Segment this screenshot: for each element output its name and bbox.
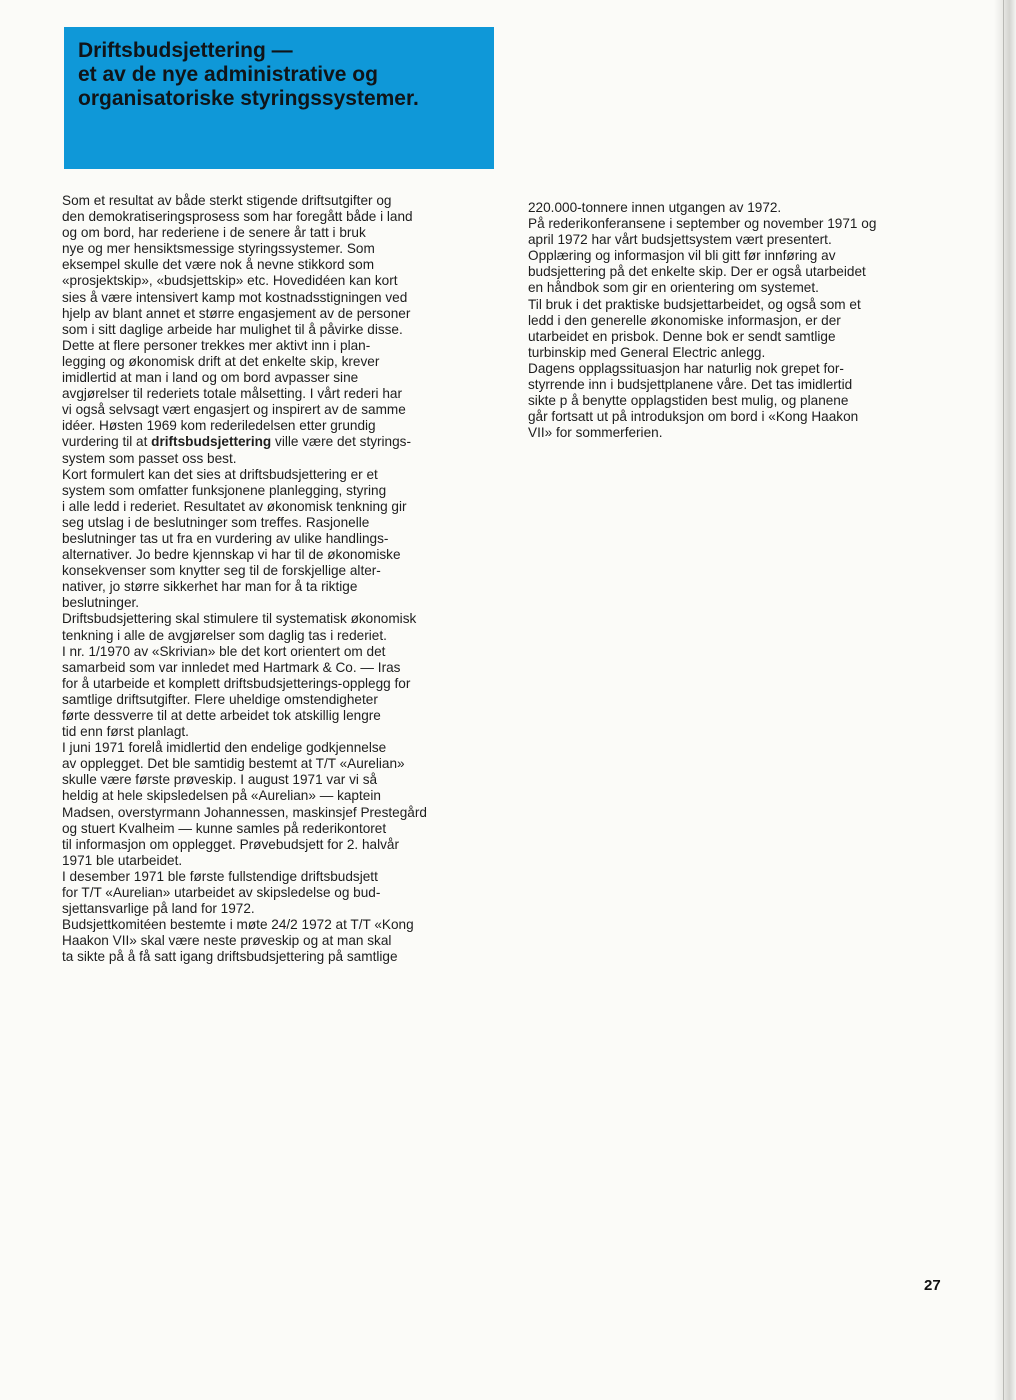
text-line: førte dessverre til at dette arbeidet tok atskillig lengre: [62, 708, 381, 723]
text-line: nye og mer hensiktsmessige styringssystemer. Som: [62, 241, 375, 257]
text-line: I nr. 1/1970 av «Skrivian» ble det kort orientert om det: [62, 643, 386, 659]
text-line: den demokratiseringsprosess som har foregått både i land: [62, 209, 413, 225]
text-line: og om bord, har rederiene i de senere år tatt i bruk: [62, 225, 366, 241]
text-line: Driftsbudsjettering skal stimulere til systematisk økonomisk: [62, 611, 417, 627]
text-line: april 1972 har vårt budsjettsystem vært presentert.: [528, 232, 832, 248]
page-edge: [1003, 0, 1004, 1400]
text-line: Opplæring og informasjon vil bli gitt før innføring av: [528, 248, 836, 264]
bold-term: driftsbudsjettering: [151, 434, 272, 450]
text-line: Haakon VII» skal være neste prøveskip og at man skal: [62, 933, 392, 949]
text-line: av opplegget. Det ble samtidig bestemt at T/T «Aurelian»: [62, 756, 405, 772]
text-line: «prosjektskip», «budsjettskip» etc. Hovedidéen kan kort: [62, 273, 398, 289]
text-line: for å utarbeide et komplett driftsbudsjetterings-opplegg for: [62, 675, 411, 691]
text-segment: ville være det styrings-: [271, 434, 412, 450]
page-binding-shadow: [994, 0, 1016, 1400]
text-line: I juni 1971 forelå imidlertid den endelige godkjennelse: [62, 740, 387, 756]
text-line: Dagens opplagssituasjon har naturlig nok grepet for-: [528, 360, 844, 376]
text-line: samarbeid som var innledet med Hartmark & Co. — Iras: [62, 659, 401, 675]
text-line: sjettansvarlige på land for 1972.: [62, 901, 255, 917]
text-line: 220.000-tonnere innen utgangen av 1972.: [528, 200, 782, 215]
text-line: ledd i den generelle økonomiske informasjon, er der: [528, 312, 841, 328]
text-line: budsjettering på det enkelte skip. Der er også utarbeidet: [528, 264, 866, 280]
text-line: turbinskip med General Electric anlegg.: [528, 344, 766, 360]
text-line: hjelp av blant annet et større engasjement av de personer: [62, 305, 411, 321]
text-line: avgjørelser til rederiets totale målsetting. I vårt rederi har: [62, 386, 402, 402]
text-line: tid enn først planlagt.: [62, 724, 189, 740]
text-line: til informasjon om opplegget. Prøvebudsjett for 2. halvår: [62, 836, 399, 852]
right-text-column: [528, 200, 948, 441]
text-line: sies å være intensivert kamp mot kostnadsstigningen ved: [62, 289, 408, 305]
text-line: for T/T «Aurelian» utarbeidet av skipsledelse og bud-: [62, 885, 381, 901]
text-line: tenkning i alle de avgjørelser som daglig tas i rederiet.: [62, 627, 387, 643]
title-line: Driftsbudsjettering —: [78, 39, 293, 62]
text-line: Dette at flere personer trekkes mer aktivt inn i plan-: [62, 337, 371, 353]
text-line: legging og økonomisk drift at det enkelte skip, krever: [62, 353, 380, 369]
text-line: i alle ledd i rederiet. Resultatet av økonomisk tenkning gir: [62, 498, 407, 514]
text-line: sikte p å benytte opplagstiden best mulig, og planene: [528, 393, 849, 409]
text-line: går fortsatt ut på introduksjon om bord i «Kong Haakon: [528, 409, 859, 425]
title-line: et av de nye administrative og: [78, 63, 378, 86]
text-line: Madsen, overstyrmann Johannessen, maskinsjef Prestegård: [62, 804, 427, 820]
text-line: styrrende inn i budsjettplanene våre. Det tas imidlertid: [528, 377, 853, 393]
text-line: eksempel skulle det være nok å nevne stikkord som: [62, 257, 375, 273]
text-line: system som passet oss best.: [62, 450, 237, 466]
text-line: system som omfatter funksjonene planlegging, styring: [62, 482, 387, 498]
text-line: På rederikonferansene i september og november 1971 og: [528, 216, 877, 232]
text-line: utarbeidet en prisbok. Denne bok er sendt samtlige: [528, 328, 836, 344]
text-line: beslutninger tas ut fra en vurdering av ulike handlings-: [62, 530, 389, 546]
text-line: imidlertid at man i land og om bord avpasser sine: [62, 370, 359, 386]
title-line: organisatoriske styringssystemer.: [78, 87, 419, 110]
text-line: Budsjettkomitéen bestemte i møte 24/2 1972 at T/T «Kong: [62, 917, 414, 933]
text-line: VII» for sommerferien.: [528, 425, 663, 441]
left-text-column: [62, 193, 497, 966]
text-line: idéer. Høsten 1969 kom rederiledelsen etter grundig: [62, 418, 376, 434]
text-line: alternativer. Jo bedre kjennskap vi har til de økonomiske: [62, 547, 401, 563]
text-line: vi også selvsagt vært engasjert og inspirert av de samme: [62, 402, 406, 418]
text-line: Til bruk i det praktiske budsjettarbeidet, og også som et: [528, 296, 861, 312]
text-line: Kort formulert kan det sies at driftsbudsjettering er et: [62, 466, 378, 482]
text-line: og stuert Kvalheim — kunne samles på rederikontoret: [62, 820, 387, 836]
title-banner: [64, 27, 494, 169]
text-line: beslutninger.: [62, 595, 140, 611]
text-segment: vurdering til at: [62, 434, 152, 450]
text-line: konsekvenser som knytter seg til de forskjellige alter-: [62, 563, 381, 579]
text-line: Som et resultat av både sterkt stigende driftsutgifter og: [62, 193, 392, 208]
text-line: samtlige driftsutgifter. Flere uheldige omstendigheter: [62, 691, 378, 707]
text-line: en håndbok som gir en orientering om systemet.: [528, 280, 819, 296]
text-line: nativer, jo større sikkerhet har man for å ta riktige: [62, 579, 358, 595]
text-line: I desember 1971 ble første fullstendige driftsbudsjett: [62, 868, 378, 884]
text-line: heldig at hele skipsledelsen på «Aurelian» — kaptein: [62, 788, 381, 804]
text-line: [62, 434, 497, 450]
text-line: seg utslag i de beslutninger som treffes. Rasjonelle: [62, 514, 370, 530]
text-line: 1971 ble utarbeidet.: [62, 852, 183, 868]
text-line: ta sikte på å få satt igang driftsbudsjettering på samtlige: [62, 949, 398, 965]
text-line: skulle være første prøveskip. I august 1971 var vi så: [62, 772, 378, 788]
text-line: som i sitt daglige arbeide har mulighet til å påvirke disse.: [62, 321, 403, 337]
page-number: 27: [924, 1277, 941, 1294]
